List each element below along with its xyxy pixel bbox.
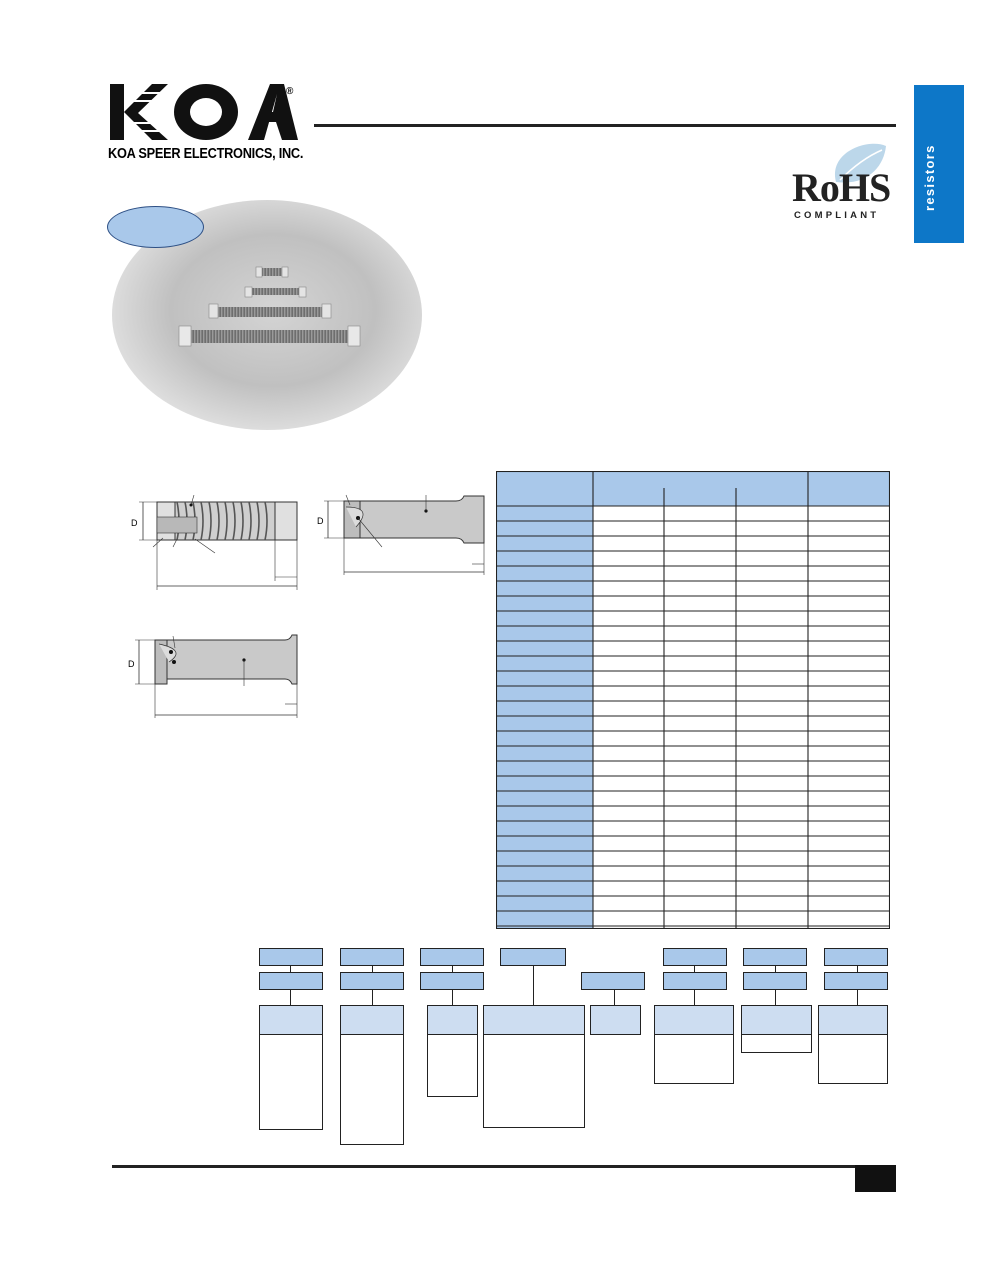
pn-type-label <box>259 948 323 966</box>
pn-option-explanation <box>818 1005 888 1084</box>
pn-tcr-explanation <box>741 1005 812 1053</box>
side-tab-label: resistors <box>922 144 937 211</box>
header-rule <box>314 124 896 127</box>
dimension-label-d: D <box>131 518 138 528</box>
pn-option-label <box>824 948 888 966</box>
pn-tcr-label <box>743 948 807 966</box>
pn-resistance-value <box>581 972 645 990</box>
pn-packaging-label <box>500 948 566 966</box>
pn-tolerance-explanation <box>654 1005 734 1084</box>
rohs-sub-text: COMPLIANT <box>794 210 880 221</box>
pn-packaging-explanation <box>483 1005 585 1128</box>
svg-text:®: ® <box>286 86 294 97</box>
spec-table <box>496 471 890 929</box>
resistor-photo-icon <box>170 262 370 362</box>
dimension-drawing-metal-glaze <box>316 493 491 578</box>
page-number-box <box>855 1165 896 1192</box>
pn-type-value <box>259 972 323 990</box>
rohs-badge <box>788 142 891 224</box>
dimension-label-d: D <box>317 516 324 526</box>
pn-tolerance-label <box>663 948 727 966</box>
pn-size-explanation <box>340 1005 404 1145</box>
pn-termination-label <box>420 948 484 966</box>
spec-table-grid <box>496 471 890 929</box>
series-badge <box>107 206 204 248</box>
pn-option-value <box>824 972 888 990</box>
pn-termination-explanation <box>427 1005 478 1097</box>
pn-resistance-explanation <box>590 1005 641 1035</box>
pn-type-explanation <box>259 1005 323 1130</box>
company-name: KOA SPEER ELECTRONICS, INC. <box>108 146 304 162</box>
pn-tcr-value <box>743 972 807 990</box>
pn-size-value <box>340 972 404 990</box>
footer-rule <box>112 1165 896 1168</box>
koa-logo-icon <box>108 82 298 144</box>
pn-tolerance-value <box>663 972 727 990</box>
dimension-drawing-cut-type <box>125 632 305 722</box>
dimension-drawing-wirewound <box>125 495 305 595</box>
pn-termination-value <box>420 972 484 990</box>
rohs-main-text: RoHS <box>792 165 891 210</box>
pn-size-label <box>340 948 404 966</box>
dimension-label-d: D <box>128 659 135 669</box>
side-tab <box>914 85 964 243</box>
